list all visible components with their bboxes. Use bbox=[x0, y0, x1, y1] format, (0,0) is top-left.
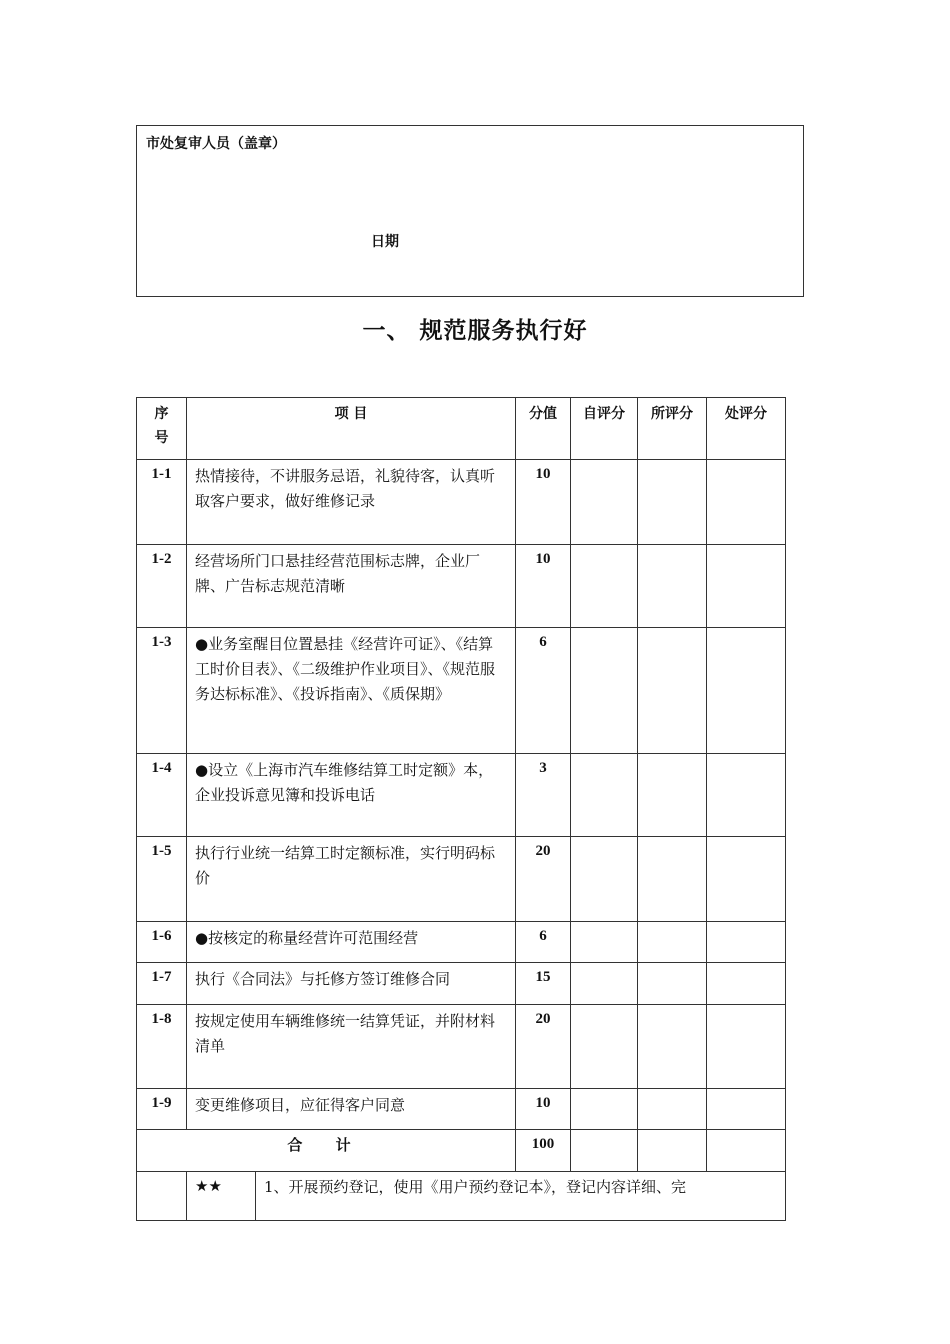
row-number: 1-9 bbox=[137, 1089, 187, 1130]
total-score: 100 bbox=[516, 1130, 571, 1172]
station-score-cell[interactable] bbox=[638, 1005, 707, 1089]
row-number: 1-6 bbox=[137, 922, 187, 963]
row-score: 15 bbox=[516, 963, 571, 1005]
table-row bbox=[137, 922, 786, 963]
row-number: 1-2 bbox=[137, 545, 187, 628]
note-container bbox=[187, 1172, 786, 1221]
header-item: 项 目 bbox=[187, 398, 516, 460]
section-title: 一、 规范服务执行好 bbox=[362, 318, 588, 344]
table-row bbox=[137, 460, 786, 545]
row-item: ●业务室醒目位置悬挂《经营许可证》、《结算工时价目表》、《二级维护作业项目》、《规范服务达标标准》、《投诉指南》、《质保期》 bbox=[187, 628, 516, 754]
row-number: 1-8 bbox=[137, 1005, 187, 1089]
row-item: 变更维修项目，应征得客户同意 bbox=[187, 1089, 516, 1130]
office-score-cell[interactable] bbox=[707, 1005, 786, 1089]
table-row bbox=[137, 628, 786, 754]
table-row bbox=[137, 545, 786, 628]
table-row bbox=[137, 837, 786, 922]
office-score-total-cell[interactable] bbox=[707, 1130, 786, 1172]
station-score-cell[interactable] bbox=[638, 1089, 707, 1130]
office-score-cell[interactable] bbox=[707, 545, 786, 628]
row-score: 10 bbox=[516, 460, 571, 545]
header-station-score: 所评分 bbox=[638, 398, 707, 460]
row-score: 6 bbox=[516, 922, 571, 963]
station-score-cell[interactable] bbox=[638, 628, 707, 754]
office-score-cell[interactable] bbox=[707, 460, 786, 545]
station-score-cell[interactable] bbox=[638, 922, 707, 963]
note-row bbox=[137, 1172, 786, 1221]
row-item: 执行《合同法》与托修方签订维修合同 bbox=[187, 963, 516, 1005]
row-item: 执行行业统一结算工时定额标准，实行明码标价 bbox=[187, 837, 516, 922]
self-score-total-cell[interactable] bbox=[571, 1130, 638, 1172]
row-number: 1-5 bbox=[137, 837, 187, 922]
header-no: 序号 bbox=[137, 398, 187, 460]
total-row bbox=[137, 1130, 786, 1172]
row-item: ●设立《上海市汽车维修结算工时定额》本，企业投诉意见簿和投诉电话 bbox=[187, 754, 516, 837]
row-score: 20 bbox=[516, 1005, 571, 1089]
row-score: 20 bbox=[516, 837, 571, 922]
office-score-cell[interactable] bbox=[707, 922, 786, 963]
station-score-cell[interactable] bbox=[638, 545, 707, 628]
row-score: 10 bbox=[516, 545, 571, 628]
self-score-cell[interactable] bbox=[571, 963, 638, 1005]
note-empty-cell bbox=[137, 1172, 187, 1221]
self-score-cell[interactable] bbox=[571, 922, 638, 963]
row-number: 1-3 bbox=[137, 628, 187, 754]
total-label: 合 计 bbox=[137, 1130, 516, 1172]
table-row bbox=[137, 1089, 786, 1130]
self-score-cell[interactable] bbox=[571, 460, 638, 545]
row-score: 6 bbox=[516, 628, 571, 754]
table-row bbox=[137, 754, 786, 837]
header-office-score: 处评分 bbox=[707, 398, 786, 460]
office-score-cell[interactable] bbox=[707, 1089, 786, 1130]
station-score-cell[interactable] bbox=[638, 754, 707, 837]
table-row bbox=[137, 963, 786, 1005]
office-score-cell[interactable] bbox=[707, 837, 786, 922]
self-score-cell[interactable] bbox=[571, 1089, 638, 1130]
row-item: ●按核定的称量经营许可范围经营 bbox=[187, 922, 516, 963]
row-item: 按规定使用车辆维修统一结算凭证，并附材料清单 bbox=[187, 1005, 516, 1089]
header-self-score: 自评分 bbox=[571, 398, 638, 460]
header-score: 分值 bbox=[516, 398, 571, 460]
date-label: 日期 bbox=[371, 234, 399, 250]
station-score-cell[interactable] bbox=[638, 837, 707, 922]
station-score-cell[interactable] bbox=[638, 963, 707, 1005]
row-number: 1-1 bbox=[137, 460, 187, 545]
self-score-cell[interactable] bbox=[571, 837, 638, 922]
star-rating-icon: ★★ bbox=[187, 1172, 256, 1220]
reviewer-label: 市处复审人员（盖章） bbox=[146, 136, 286, 152]
station-score-cell[interactable] bbox=[638, 460, 707, 545]
self-score-cell[interactable] bbox=[571, 545, 638, 628]
office-score-cell[interactable] bbox=[707, 963, 786, 1005]
row-item: 热情接待，不讲服务忌语，礼貌待客，认真听取客户要求，做好维修记录 bbox=[187, 460, 516, 545]
row-number: 1-4 bbox=[137, 754, 187, 837]
office-score-cell[interactable] bbox=[707, 754, 786, 837]
row-score: 10 bbox=[516, 1089, 571, 1130]
row-item: 经营场所门口悬挂经营范围标志牌，企业厂牌、广告标志规范清晰 bbox=[187, 545, 516, 628]
note-text: 1、开展预约登记，使用《用户预约登记本》，登记内容详细、完 bbox=[264, 1178, 687, 1196]
office-score-cell[interactable] bbox=[707, 628, 786, 754]
table-header-row bbox=[137, 398, 786, 460]
reviewer-box bbox=[136, 125, 804, 297]
station-score-total-cell[interactable] bbox=[638, 1130, 707, 1172]
row-score: 3 bbox=[516, 754, 571, 837]
self-score-cell[interactable] bbox=[571, 754, 638, 837]
row-number: 1-7 bbox=[137, 963, 187, 1005]
self-score-cell[interactable] bbox=[571, 1005, 638, 1089]
table-row bbox=[137, 1005, 786, 1089]
score-table bbox=[136, 397, 786, 1221]
self-score-cell[interactable] bbox=[571, 628, 638, 754]
